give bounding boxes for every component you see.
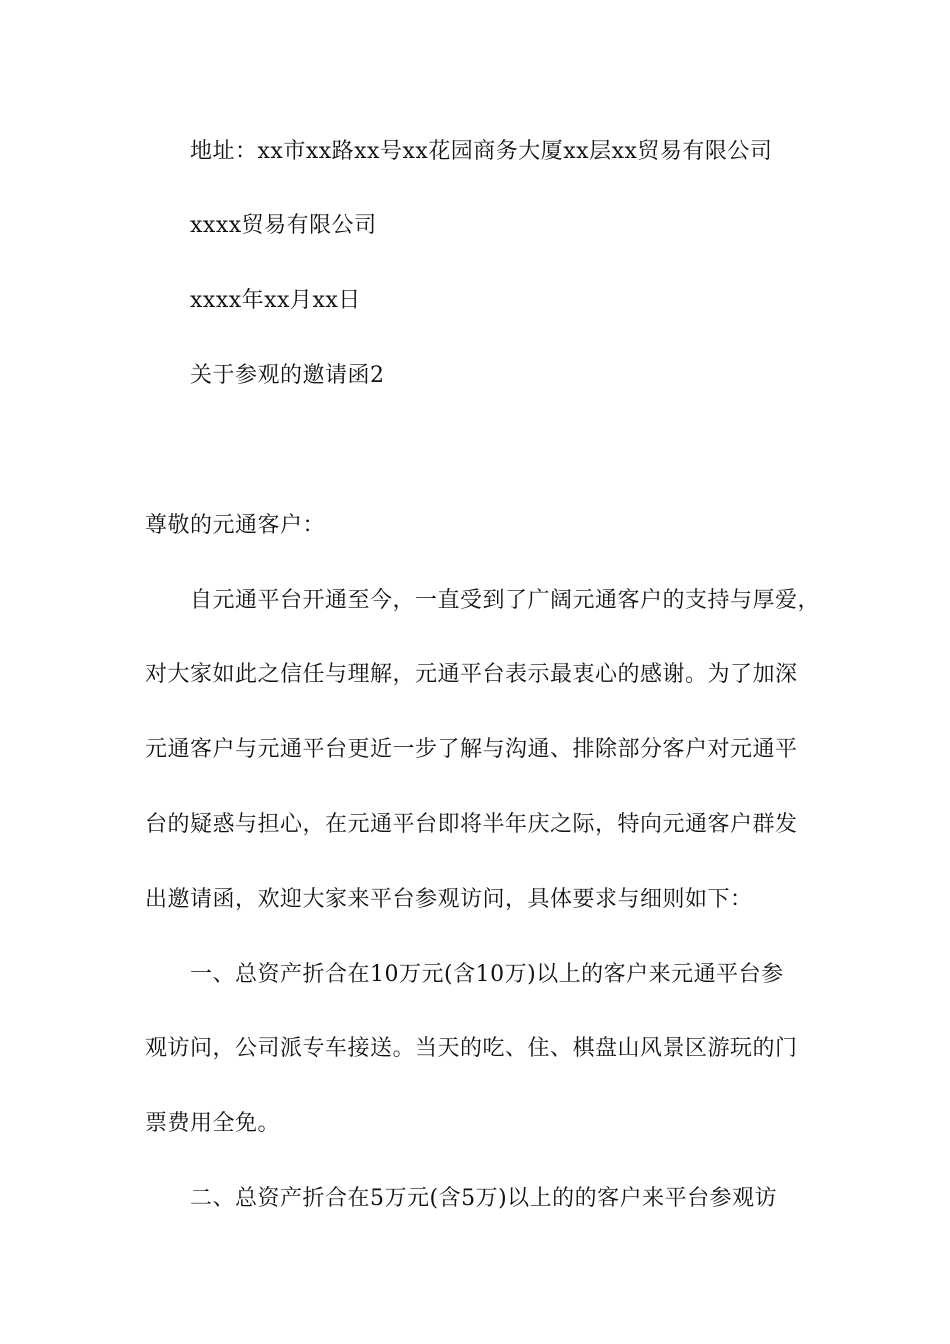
salutation: 尊敬的元通客户： bbox=[145, 513, 326, 538]
date-line: xxxx年xx月xx日 bbox=[190, 288, 361, 313]
body-line: 票费用全免。 bbox=[145, 1111, 281, 1136]
body-line: 二、总资产折合在5万元(含5万)以上的的客户来平台参观访 bbox=[190, 1186, 778, 1211]
body-line: 一、总资产折合在10万元(含10万)以上的客户来元通平台参 bbox=[190, 962, 784, 987]
section-title: 关于参观的邀请函2 bbox=[190, 363, 385, 388]
address-line: 地址：xx市xx路xx号xx花园商务大厦xx层xx贸易有限公司 bbox=[190, 139, 773, 164]
body-line: 台的疑惑与担心，在元通平台即将半年庆之际，特向元通客户群发 bbox=[145, 812, 798, 837]
body-line: 元通客户与元通平台更近一步了解与沟通、排除部分客户对元通平 bbox=[145, 737, 798, 762]
body-line: 对大家如此之信任与理解，元通平台表示最衷心的感谢。为了加深 bbox=[145, 662, 798, 687]
body-line: 观访问，公司派专车接送。当天的吃、住、棋盘山风景区游玩的门 bbox=[145, 1036, 798, 1061]
company-name-line: xxxx贸易有限公司 bbox=[190, 213, 377, 238]
body-line: 出邀请函，欢迎大家来平台参观访问，具体要求与细则如下： bbox=[145, 887, 753, 912]
body-line: 自元通平台开通至今，一直受到了广阔元通客户的支持与厚爱， bbox=[190, 588, 821, 613]
